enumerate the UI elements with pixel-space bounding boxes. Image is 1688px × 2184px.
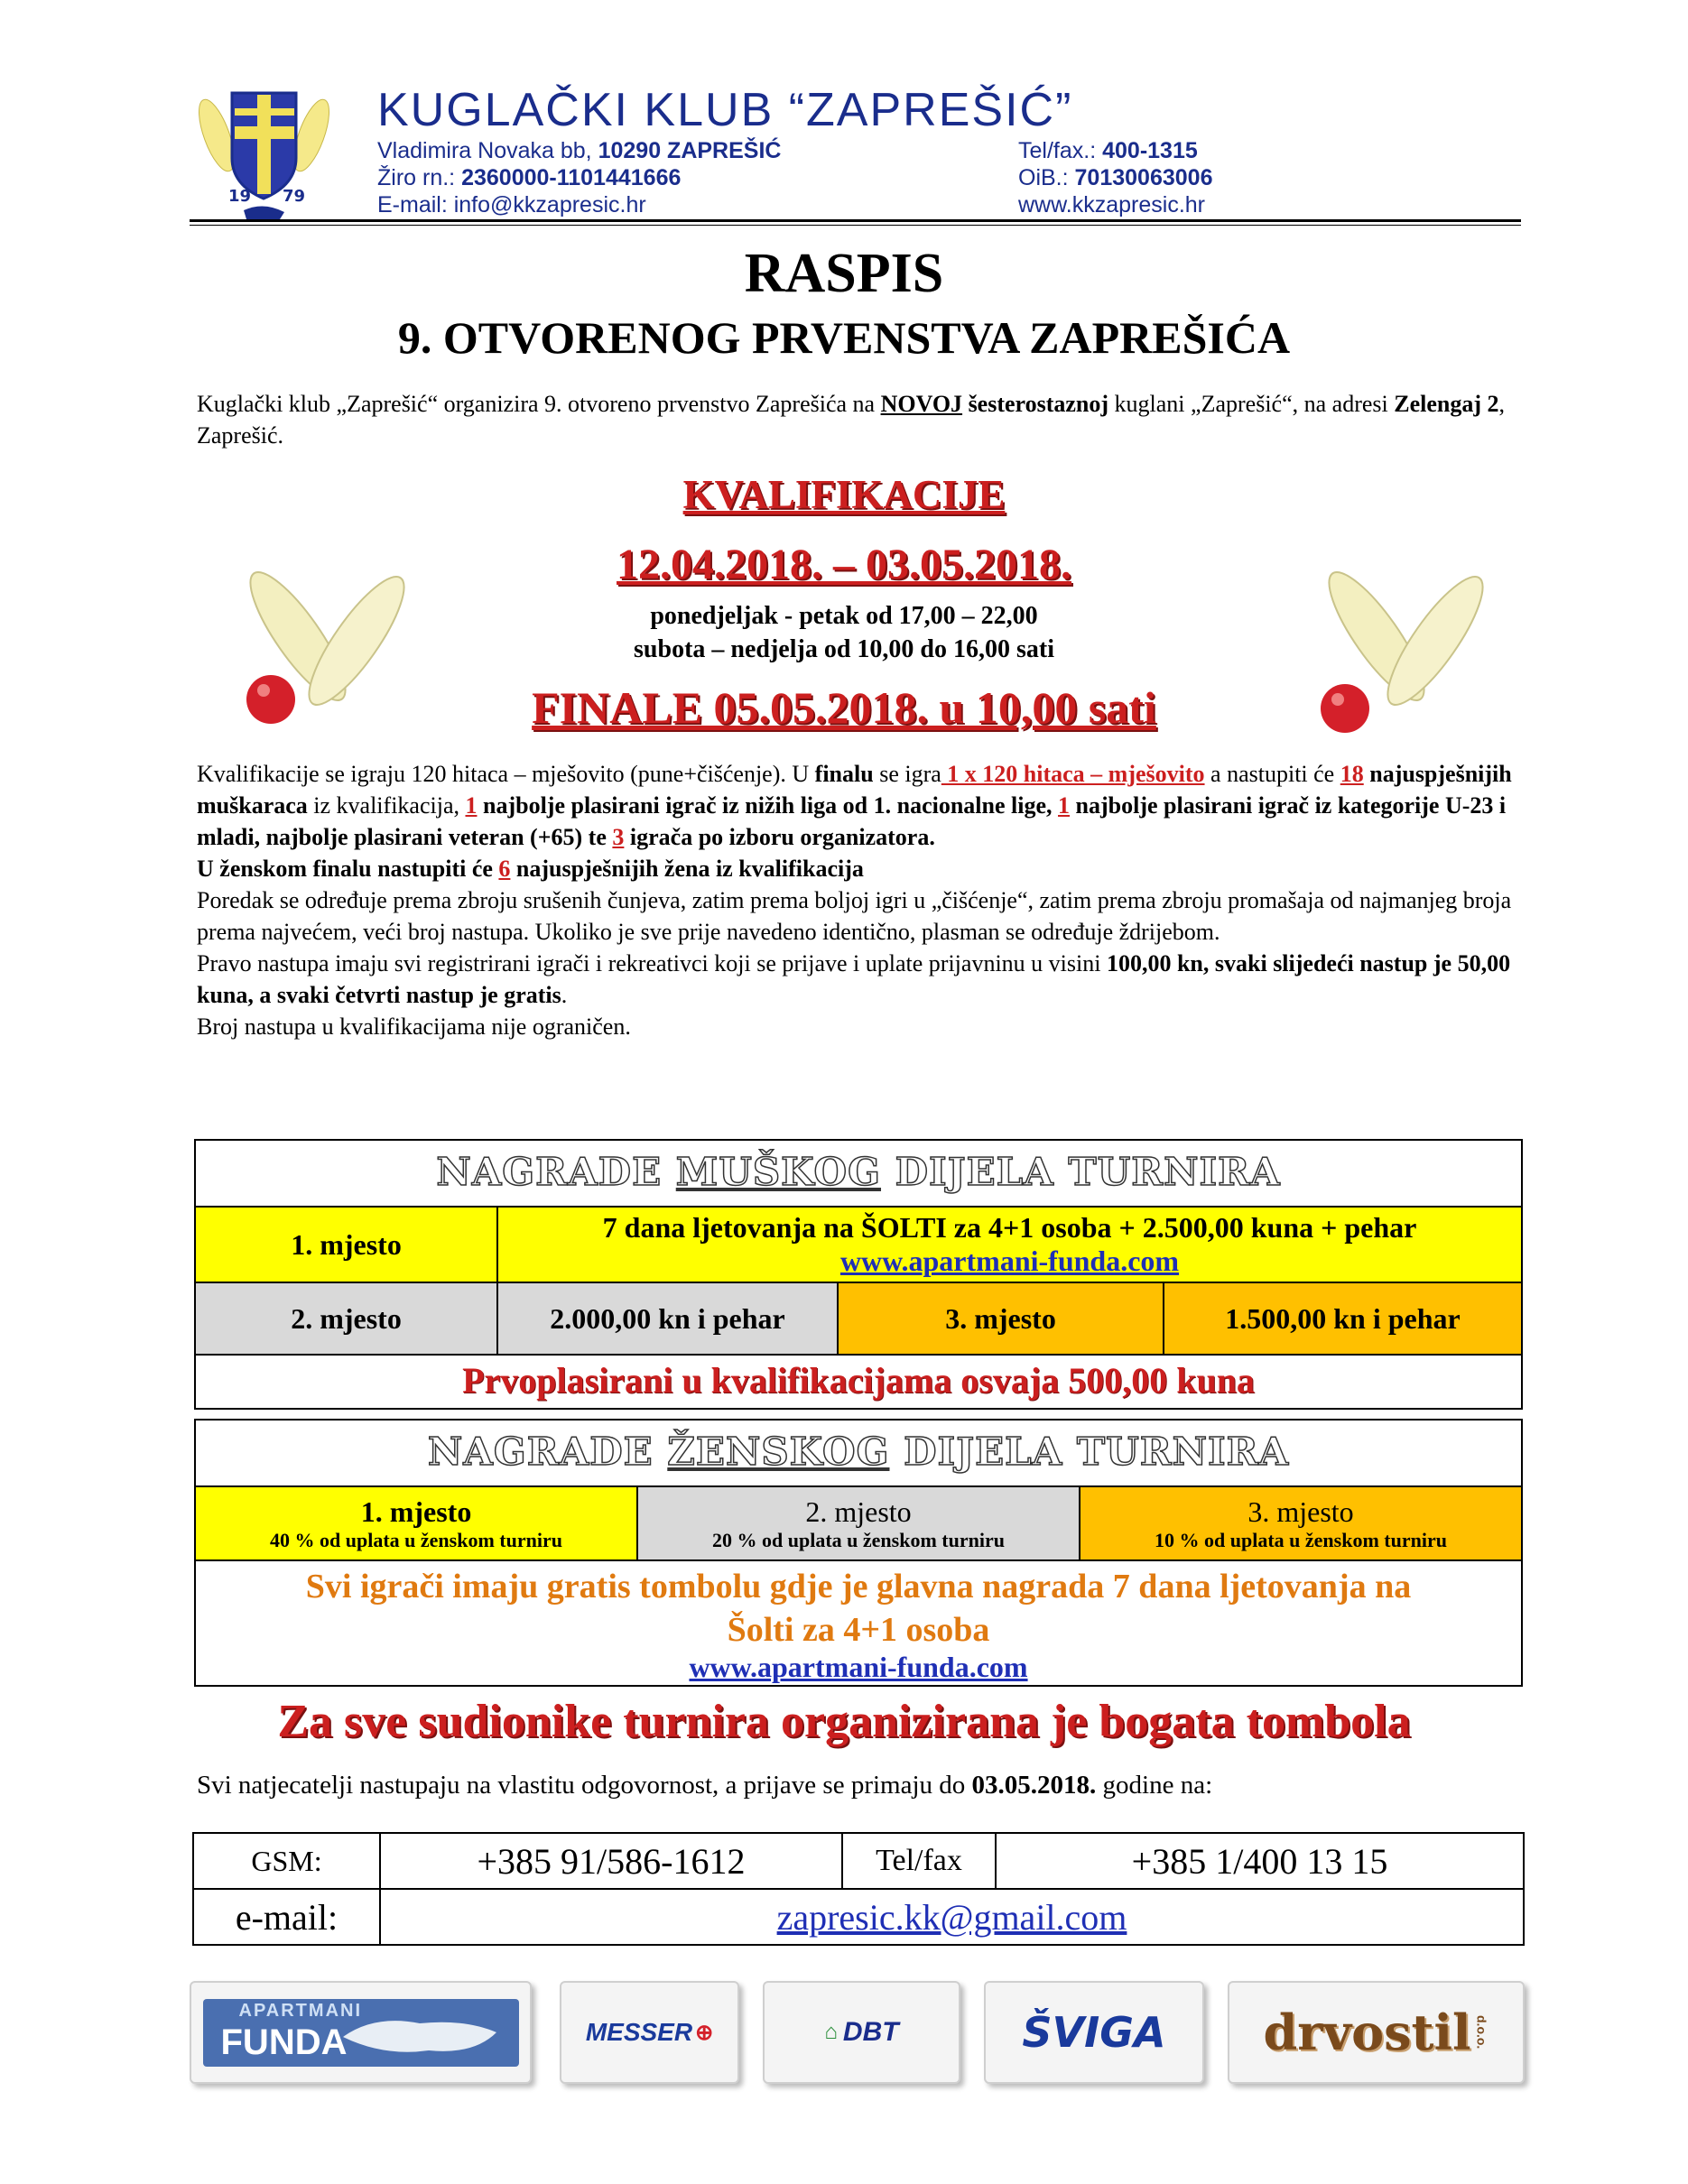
men-prizes-title: NAGRADE MUŠKOG DIJELA TURNIRA: [436, 1150, 1281, 1194]
email-address[interactable]: [380, 1889, 1524, 1945]
header-divider: [190, 219, 1521, 222]
men-prizes-table: [194, 1139, 1523, 1410]
email-label: e-mail:: [193, 1889, 380, 1945]
apartmani-funda-link[interactable]: www.apartmani-funda.com: [839, 1245, 1180, 1277]
women-third-place: 3. mjesto 10 % od uplata u ženskom turniru: [1079, 1485, 1523, 1561]
qualification-bonus: Prvoplasirani u kvalifikacijama osvaja 500,00 kuna: [462, 1360, 1255, 1401]
club-address: Vladimira Novaka bb, 10290 ZAPREŠIĆ: [377, 138, 782, 163]
women-prizes-title: NAGRADE ŽENSKOG DIJELA TURNIRA: [427, 1430, 1290, 1474]
document-subtitle: 9. OTVORENOG PRVENSTVA ZAPREŠIĆA: [397, 312, 1291, 363]
club-logo: [194, 86, 334, 221]
club-email[interactable]: E-mail: info@kkzapresic.hr: [377, 192, 646, 217]
contact-table: [192, 1832, 1525, 1946]
club-website[interactable]: www.kkzapresic.hr: [1018, 192, 1205, 217]
bowling-pins-icon: [230, 555, 420, 736]
registration-text: Svi natjecatelji nastupaju na vlastitu odgovornost, a prijave se primaju do 03.05.2018. godine na:: [197, 1771, 1213, 1800]
apartmani-funda-link[interactable]: www.apartmani-funda.com: [689, 1651, 1028, 1683]
men-second-place-prize: 2.000,00 kn i pehar: [496, 1282, 839, 1356]
gsm-number[interactable]: +385 91/586-1612: [380, 1833, 842, 1889]
tel-label: Tel/fax: [842, 1833, 996, 1889]
tombola-banner: Za sve sudionike turnira organizirana je bogata tombola: [277, 1696, 1411, 1747]
men-second-place-label: 2. mjesto: [194, 1282, 498, 1356]
sponsor-drvostil[interactable]: drvostil d.o.o.: [1228, 1981, 1525, 2084]
men-first-place-label: 1. mjesto: [194, 1206, 498, 1283]
svg-text:79: 79: [283, 187, 306, 206]
funda-logo: APARTMANI FUNDA: [203, 1999, 519, 2067]
sponsor-messer[interactable]: MESSER ⊕: [560, 1981, 739, 2084]
email-link[interactable]: zapresic.kk@gmail.com: [776, 1896, 1127, 1938]
messer-logo-icon: ⊕: [695, 2020, 714, 2045]
bowling-pins-icon: [1304, 555, 1494, 736]
island-icon: [339, 2010, 501, 2059]
men-first-place-prize: 7 dana ljetovanja na ŠOLTI za 4+1 osoba + 2.500,00 kuna + pehar www.apartmani-funda.com: [496, 1206, 1523, 1283]
header-divider-thin: [190, 225, 1521, 226]
qualifications-dates: 12.04.2018. – 03.05.2018.: [617, 541, 1071, 588]
women-second-place: 2. mjesto 20 % od uplata u ženskom turniru: [636, 1485, 1081, 1561]
women-prizes-link-row: [196, 1651, 1521, 1684]
intro-paragraph: Kuglački klub „Zaprešić“ organizira 9. otvoreno prvenstvo Zaprešića na NOVOJ šesterostaznoj kuglani „Zaprešić“, na adresi Zelengaj 2, Zaprešić.: [197, 391, 1506, 449]
sponsor-funda[interactable]: [190, 1981, 532, 2084]
tel-number[interactable]: +385 1/400 13 15: [996, 1833, 1524, 1889]
sponsor-sviga[interactable]: ŠVIGA: [984, 1981, 1204, 2084]
rules-text: Kvalifikacije se igraju 120 hitaca – mješovito (pune+čišćenje). U finalu se igra 1 x 120 hitaca – mješovito a nastupiti će 18 najuspješnijih muškaraca iz kvalifikacija, 1 najbolje plasirani igrač iz nižih liga od 1. nacionalne lige, 1 najbolje plasirani igrač iz kategorije U-23 i mladi, najbolje plasirani veteran (+65) te 3 igrača po izboru organizatora. U ženskom finalu nastupiti će 6 najuspješnijih žena iz kvalifikacija Poredak se određuje prema zbroju srušenih čunjeva, zatim prema boljoj igri u „čišćenje“, zatim prema zbroju promašaja od najmanjeg broja prema najvećem, veći broj nastupa. Ukoliko je sve prije navedeno identično, plasman se određuje ždrijebom. Pravo nastupa imaju svi registrirani igrači i rekreativci koji se prijave i uplate prijavninu u visini 100,00 kn, svaki slijedeći nastup je 50,00 kuna, a svaki četvrti nastup je gratis. Broj nastupa u kvalifikacijama nije ograničen.: [197, 761, 1512, 1040]
weekday-hours: ponedjeljak - petak od 17,00 – 22,00: [650, 602, 1038, 630]
document-title: RASPIS: [744, 243, 944, 304]
club-giro: Žiro rn.: 2360000-1101441666: [377, 165, 682, 190]
club-phone: Tel/fax.: 400-1315: [1018, 138, 1198, 163]
sponsor-dbt[interactable]: ⌂ DBT: [763, 1981, 960, 2084]
weekend-hours: subota – nedjelja od 10,00 do 16,00 sati: [634, 635, 1054, 663]
free-tombola-info: Svi igrači imaju gratis tombolu gdje je glavna nagrada 7 dana ljetovanja na Šolti za 4+1 osoba: [305, 1568, 1412, 1649]
gsm-label: GSM:: [193, 1833, 380, 1889]
qualifications-title: KVALIFIKACIJE: [682, 472, 1006, 517]
men-third-place-prize: 1.500,00 kn i pehar: [1163, 1282, 1523, 1356]
svg-text:19: 19: [228, 187, 252, 206]
club-name: KUGLAČKI KLUB “ZAPREŠIĆ”: [377, 84, 1073, 136]
final-date: FINALE 05.05.2018. u 10,00 sati: [532, 682, 1156, 733]
dbt-roof-icon: ⌂: [824, 2020, 838, 2044]
men-third-place-label: 3. mjesto: [837, 1282, 1164, 1356]
club-oib: OiB.: 70130063006: [1018, 165, 1213, 190]
women-prizes-table: [194, 1419, 1523, 1687]
women-first-place: 1. mjesto 40 % od uplata u ženskom turniru: [194, 1485, 638, 1561]
